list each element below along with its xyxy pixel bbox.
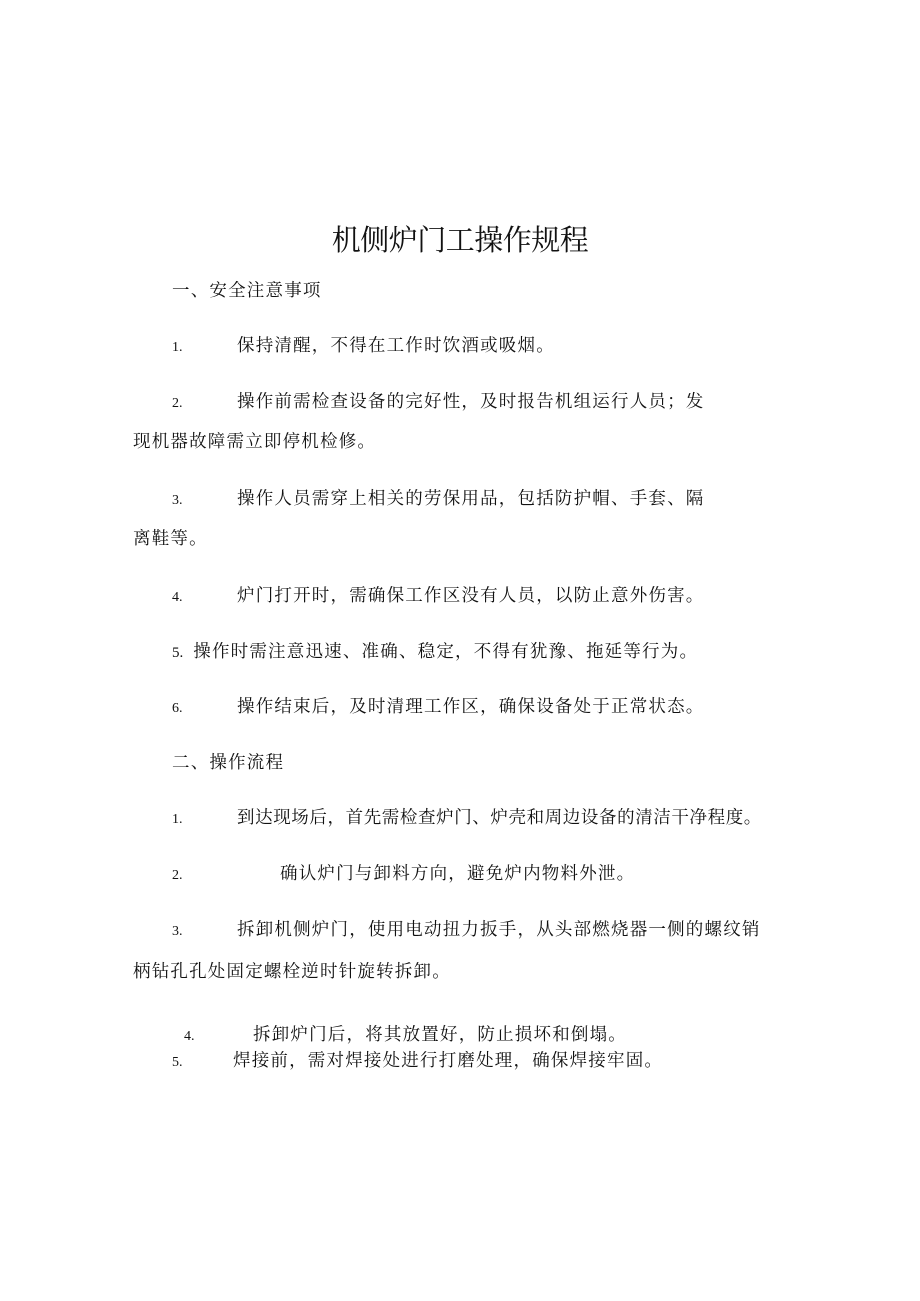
item-text-continued: 柄钻孔孔处固定螺栓逆时针旋转拆卸。 <box>133 962 451 982</box>
item-text: 到达现场后，首先需检查炉门、炉壳和周边设备的清洁干净程度。 <box>237 808 762 828</box>
item-number: 3. <box>172 493 183 508</box>
item-text-continued: 离鞋等。 <box>133 529 208 549</box>
item-text: 操作时需注意迅速、准确、稳定，不得有犹豫、拖延等行为。 <box>193 642 699 662</box>
item-text: 保持清醒，不得在工作时饮酒或吸烟。 <box>237 336 555 356</box>
item-number: 4. <box>184 1029 195 1044</box>
section-heading-procedure: 二、操作流程 <box>172 753 285 773</box>
item-number: 3. <box>172 924 183 939</box>
item-number: 1. <box>172 340 183 355</box>
item-text: 焊接前，需对焊接处进行打磨处理，确保焊接牢固。 <box>233 1051 664 1071</box>
item-text: 确认炉门与卸料方向，避免炉内物料外泄。 <box>280 864 636 884</box>
item-text: 炉门打开时，需确保工作区没有人员，以防止意外伤害。 <box>237 586 705 606</box>
item-number: 5. <box>172 1055 183 1070</box>
item-text-continued: 现机器故障需立即停机检修。 <box>133 432 377 452</box>
item-number: 4. <box>172 590 183 605</box>
item-number: 1. <box>172 812 183 827</box>
item-number: 2. <box>172 396 183 411</box>
item-text: 操作人员需穿上相关的劳保用品，包括防护帽、手套、隔 <box>237 489 705 509</box>
item-number: 6. <box>172 701 183 716</box>
item-text: 拆卸机侧炉门，使用电动扭力扳手，从头部燃烧器一侧的螺纹销 <box>237 920 761 940</box>
item-inline <box>172 640 698 665</box>
item-text: 操作前需检查设备的完好性，及时报告机组运行人员；发 <box>237 392 705 412</box>
section-heading-safety: 一、安全注意事项 <box>172 281 322 301</box>
item-number: 2. <box>172 868 183 883</box>
item-text: 操作结束后，及时清理工作区，确保设备处于正常状态。 <box>237 697 705 717</box>
item-text: 拆卸炉门后，将其放置好，防止损坏和倒塌。 <box>253 1025 627 1045</box>
document-title: 机侧炉门工操作规程 <box>331 223 589 257</box>
item-number: 5. <box>172 645 184 661</box>
